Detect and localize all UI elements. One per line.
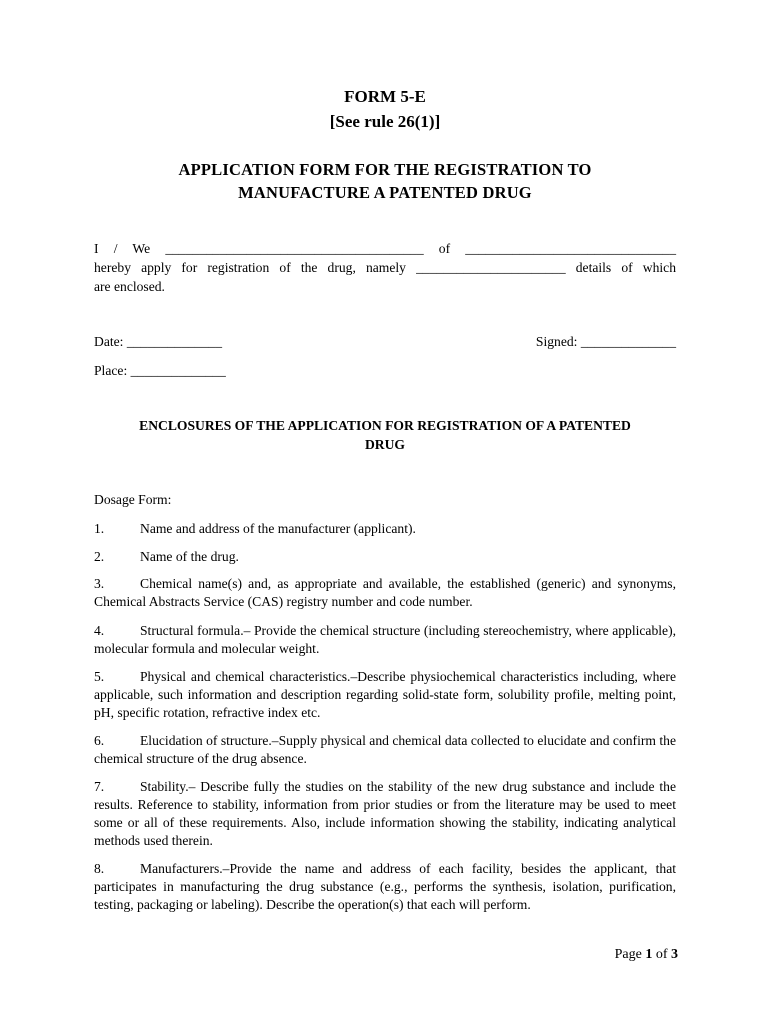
enclosure-item bbox=[94, 548, 676, 566]
form-title-line-1: APPLICATION FORM FOR THE REGISTRATION TO bbox=[178, 160, 592, 179]
item-number: 5. bbox=[94, 669, 105, 684]
enclosures-heading-line-2: DRUG bbox=[364, 437, 406, 452]
item-number: 3. bbox=[94, 576, 105, 591]
signed-field: Signed: ______________ bbox=[535, 334, 676, 349]
enclosures-heading-line-1: ENCLOSURES OF THE APPLICATION FOR REGISTRATION OF A PATENTED bbox=[139, 418, 631, 433]
item-number: 1. bbox=[94, 521, 105, 536]
enclosure-item bbox=[94, 778, 676, 850]
place-field: Place: ______________ bbox=[94, 363, 226, 378]
page-current: 1 bbox=[645, 947, 653, 962]
form-number: FORM 5-E bbox=[344, 87, 426, 106]
page-word: Page bbox=[614, 947, 642, 962]
item-text: Physical and chemical characteristics.–Describe physiochemical characteristics including, where applicable, such information and description regarding solid-state form, solubility profile, melting point, pH, specific rotation, refractive index etc. bbox=[94, 669, 676, 720]
page-number bbox=[615, 947, 678, 963]
enclosure-item bbox=[94, 860, 676, 914]
item-text: Name and address of the manufacturer (applicant). bbox=[140, 521, 416, 536]
enclosure-item bbox=[94, 622, 676, 658]
item-text: Elucidation of structure.–Supply physical and chemical data collected to elucidate and confirm the chemical structure of the drug absence. bbox=[94, 733, 676, 766]
item-text: Name of the drug. bbox=[140, 549, 239, 564]
item-text: Manufacturers.–Provide the name and address of each facility, besides the applicant, that participates in manufacturing the drug substance (e.g., performs the synthesis, isolation, purification, testing, packaging or labeling). Describe the operation(s) that each will perform. bbox=[94, 861, 676, 912]
item-number: 6. bbox=[94, 733, 105, 748]
form-title-line-2: MANUFACTURE A PATENTED DRUG bbox=[238, 183, 532, 202]
item-text: Structural formula.– Provide the chemical structure (including stereochemistry, where applicable), molecular formula and molecular weight. bbox=[94, 623, 676, 656]
item-text: Chemical name(s) and, as appropriate and available, the established (generic) and synonyms, Chemical Abstracts Service (CAS) registry number and code number. bbox=[94, 576, 676, 609]
declaration-apply-line: hereby apply for registration of the drug, namely ______________________ details of which bbox=[94, 260, 676, 275]
declaration-enclosed-line: are enclosed. bbox=[94, 279, 165, 294]
declaration-applicant-line: I / We ______________________________________ of _______________________________ bbox=[94, 241, 676, 256]
enclosure-item bbox=[94, 732, 676, 768]
item-number: 7. bbox=[94, 779, 105, 794]
enclosure-item bbox=[94, 668, 676, 722]
enclosure-item bbox=[94, 575, 676, 611]
rule-reference: [See rule 26(1)] bbox=[329, 112, 441, 131]
date-field: Date: ______________ bbox=[94, 334, 222, 349]
item-number: 8. bbox=[94, 861, 105, 876]
page-total: 3 bbox=[671, 947, 678, 962]
page-of: of bbox=[655, 947, 668, 962]
enclosure-item bbox=[94, 520, 676, 538]
item-number: 4. bbox=[94, 623, 105, 638]
item-number: 2. bbox=[94, 549, 105, 564]
dosage-form-label: Dosage Form: bbox=[94, 492, 172, 507]
item-text: Stability.– Describe fully the studies on the stability of the new drug substance and include the results. Reference to stability, information from prior studies or from the literature may be used to meet some or all of these requirements. Also, include information showing the stability, indicating analytical methods used therein. bbox=[94, 779, 676, 848]
